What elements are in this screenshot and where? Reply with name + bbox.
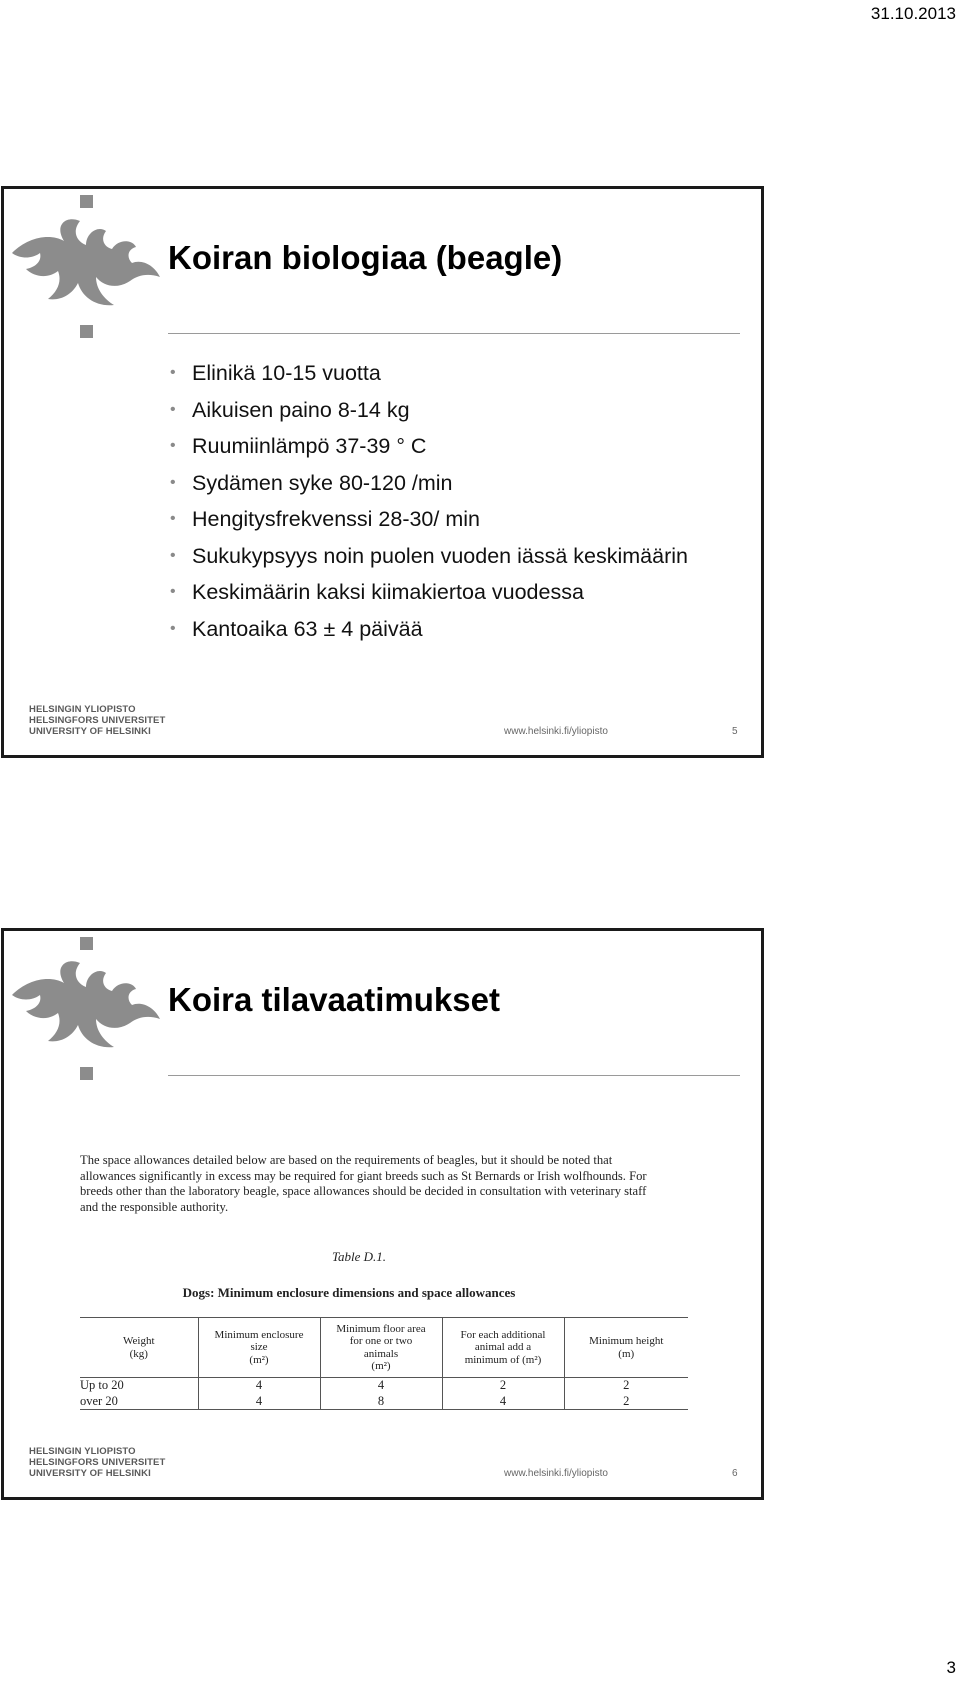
table-header-row [80,1318,688,1378]
doc-line: allowances significantly in excess may be required for giant breeds such as St Bernards or Irish wolfhounds. For [80,1168,647,1183]
slide-number: 6 [732,1468,738,1479]
header-line: (m) [618,1347,635,1360]
university-name-logo [29,704,165,737]
header-line: Minimum floor area [336,1322,426,1335]
table-cell: over 20 [80,1394,198,1410]
space-allowance-table [80,1317,688,1410]
bullet-dot-icon: • [170,583,176,600]
bullet-item [168,501,688,538]
bullet-dot-icon: • [170,473,176,491]
title-divider [168,1075,740,1076]
header-line: (m²) [371,1360,391,1372]
doc-line: The space allowances detailed below are based on the requirements of beagles, but it should be noted that [80,1153,613,1167]
header-floor-area [320,1318,442,1378]
bullet-dot-icon: • [170,619,176,637]
bullet-text: Aikuisen paino 8-14 kg [192,397,410,422]
logo-line-en: UNIVERSITY OF HELSINKI [29,726,151,737]
table-cell: 2 [442,1378,564,1394]
bullet-item [168,538,688,575]
logo-line-fi: HELSINGIN YLIOPISTO [29,704,136,715]
footer-url: www.helsinki.fi/yliopisto [504,726,608,737]
bullet-dot-icon: • [170,510,176,527]
header-line: for one or two [349,1335,413,1347]
table-cell: 4 [198,1394,320,1410]
doc-line: breeds other than the laboratory beagle, space allowances should be decided in consultation with veterinary staff [80,1184,647,1198]
bullet-dot-icon: • [170,546,176,564]
slide-title: Koiran biologiaa (beagle) [168,239,563,276]
table-caption: Table D.1. [331,1249,387,1264]
footer-url: www.helsinki.fi/yliopisto [504,1468,608,1479]
header-weight [80,1318,198,1378]
header-line: (m²) [249,1353,269,1366]
header-line: animal add a [474,1341,532,1354]
header-line: minimum of (m²) [464,1353,542,1366]
table-cell: 2 [564,1394,688,1410]
bullet-dot-icon: • [170,400,176,418]
slide-number: 5 [732,726,738,737]
bullet-dot-icon: • [170,437,176,454]
table-title: Dogs: Minimum enclosure dimensions and space allowances [182,1285,516,1300]
table-cell: 4 [442,1394,564,1410]
slide-6 [1,928,764,1500]
table-row [80,1378,688,1394]
logo-line-fi: HELSINGIN YLIOPISTO [29,1446,136,1457]
university-name-logo [29,1446,165,1479]
logo-line-sv: HELSINGFORS UNIVERSITET [29,1457,166,1468]
university-flame-logo-icon [10,937,166,1081]
header-additional-animal [442,1318,564,1378]
bullet-dot-icon: • [170,364,176,381]
slide-title: Koira tilavaatimukset [168,981,500,1018]
header-line: (kg) [129,1347,148,1360]
university-flame-logo-icon [10,195,166,339]
bullet-item [168,355,688,392]
header-minimum-height [564,1318,688,1378]
bullet-text: Sydämen syke 80-120 /min [192,470,453,495]
table-cell: 2 [564,1378,688,1394]
embedded-document-text [80,1153,700,1215]
header-line: Minimum enclosure [214,1328,304,1341]
header-line: size [250,1341,268,1354]
bullet-item [168,392,688,429]
title-divider [168,333,740,334]
bullet-item [168,574,688,611]
logo-line-sv: HELSINGFORS UNIVERSITET [29,715,166,726]
logo-line-en: UNIVERSITY OF HELSINKI [29,1468,151,1479]
header-enclosure-size [198,1318,320,1378]
page-date: 31.10.2013 [870,4,956,23]
table-cell: 4 [198,1378,320,1394]
bullet-text: Elinikä 10-15 vuotta [192,361,381,385]
bullet-text: Hengitysfrekvenssi 28-30/ min [192,507,480,531]
bullet-item [168,428,688,465]
table-cell: 4 [320,1378,442,1394]
header-line: Minimum height [589,1335,664,1347]
header-line: Weight [123,1335,155,1347]
bullet-text: Keskimäärin kaksi kiimakiertoa vuodessa [192,580,584,604]
bullet-text: Ruumiinlämpö 37-39 ° C [192,434,427,458]
bullet-list [168,355,688,647]
header-line: animals [363,1347,399,1360]
table-row [80,1394,688,1410]
page-number: 3 [946,1658,956,1677]
bullet-item [168,611,688,648]
doc-line: and the responsible authority. [80,1199,229,1214]
bullet-text: Kantoaika 63 ± 4 päivää [192,616,423,641]
header-line: For each additional [460,1328,546,1341]
slide-5 [1,186,764,758]
table-cell: Up to 20 [80,1378,124,1393]
bullet-item [168,465,688,502]
table-cell: 8 [320,1394,442,1410]
bullet-text: Sukukypsyys noin puolen vuoden iässä keskimäärin [192,543,688,568]
